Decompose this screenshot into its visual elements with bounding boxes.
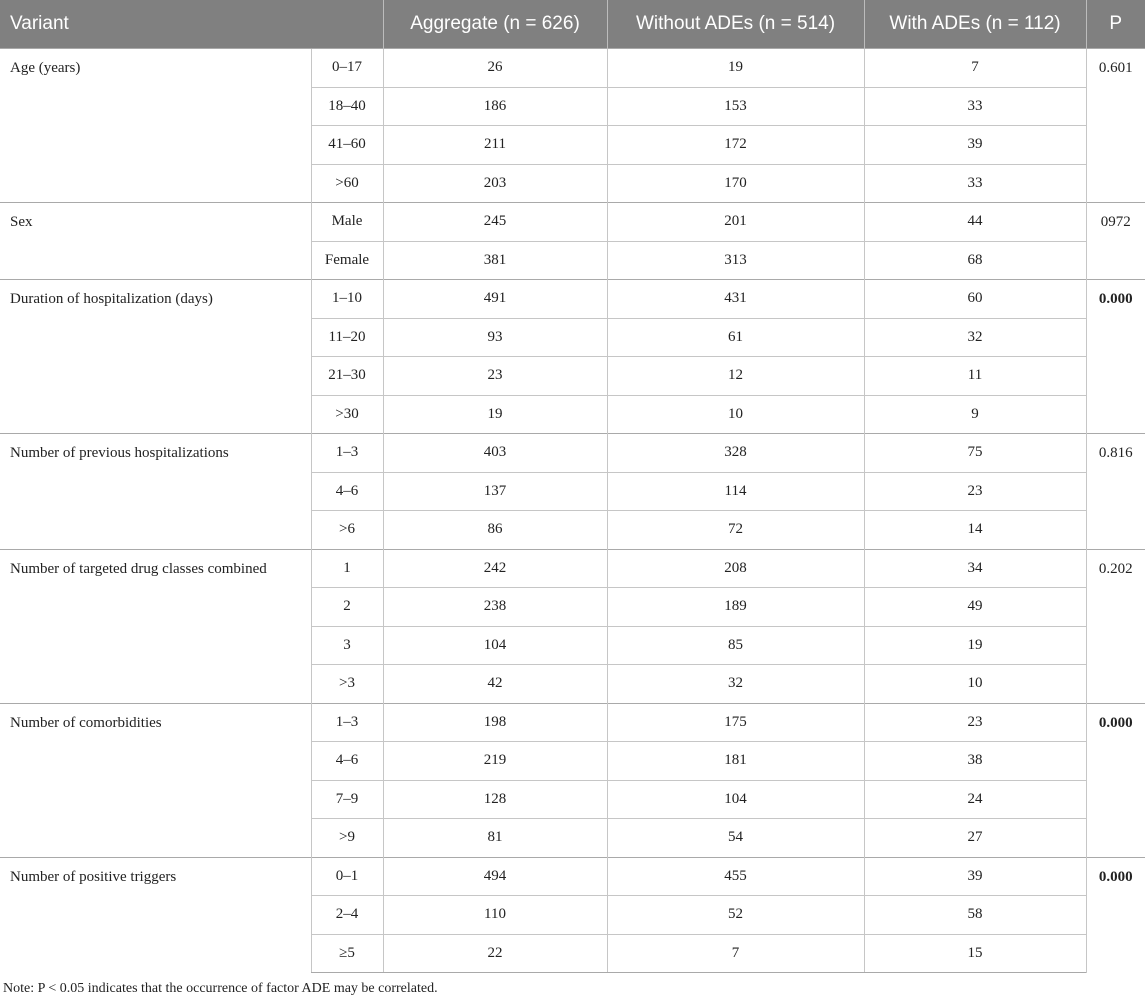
- without-ades-cell: 52: [607, 896, 864, 935]
- aggregate-cell: 245: [383, 203, 607, 242]
- level-cell: 0–1: [311, 857, 383, 896]
- table-row: [0, 857, 1145, 896]
- without-ades-cell: 328: [607, 434, 864, 473]
- aggregate-cell: 23: [383, 357, 607, 396]
- header-p: P: [1086, 0, 1145, 49]
- header-aggregate: Aggregate (n = 626): [383, 0, 607, 49]
- aggregate-cell: 381: [383, 241, 607, 280]
- without-ades-cell: 181: [607, 742, 864, 781]
- level-cell: 2–4: [311, 896, 383, 935]
- with-ades-cell: 39: [864, 126, 1086, 165]
- without-ades-cell: 175: [607, 703, 864, 742]
- variant-label: Sex: [0, 203, 311, 280]
- aggregate-cell: 19: [383, 395, 607, 434]
- variant-label: Number of targeted drug classes combined: [0, 549, 311, 703]
- without-ades-cell: 172: [607, 126, 864, 165]
- aggregate-cell: 81: [383, 819, 607, 858]
- aggregate-cell: 186: [383, 87, 607, 126]
- header-variant: Variant: [0, 0, 383, 49]
- aggregate-cell: 211: [383, 126, 607, 165]
- with-ades-cell: 19: [864, 626, 1086, 665]
- without-ades-cell: 72: [607, 511, 864, 550]
- aggregate-cell: 238: [383, 588, 607, 627]
- aggregate-cell: 104: [383, 626, 607, 665]
- without-ades-cell: 208: [607, 549, 864, 588]
- with-ades-cell: 39: [864, 857, 1086, 896]
- header-without-ades: Without ADEs (n = 514): [607, 0, 864, 49]
- p-value-cell: 0.000: [1086, 703, 1145, 857]
- with-ades-cell: 14: [864, 511, 1086, 550]
- without-ades-cell: 313: [607, 241, 864, 280]
- without-ades-cell: 114: [607, 472, 864, 511]
- with-ades-cell: 44: [864, 203, 1086, 242]
- level-cell: 1–10: [311, 280, 383, 319]
- variant-label: Number of positive triggers: [0, 857, 311, 973]
- with-ades-cell: 27: [864, 819, 1086, 858]
- aggregate-cell: 22: [383, 934, 607, 973]
- level-cell: >9: [311, 819, 383, 858]
- with-ades-cell: 75: [864, 434, 1086, 473]
- aggregate-cell: 26: [383, 49, 607, 88]
- with-ades-cell: 49: [864, 588, 1086, 627]
- level-cell: 18–40: [311, 87, 383, 126]
- without-ades-cell: 54: [607, 819, 864, 858]
- table-header: [0, 0, 1145, 49]
- p-value-cell: 0.000: [1086, 280, 1145, 434]
- without-ades-cell: 12: [607, 357, 864, 396]
- aggregate-cell: 491: [383, 280, 607, 319]
- table-body: [0, 49, 1145, 973]
- table-row: [0, 703, 1145, 742]
- without-ades-cell: 170: [607, 164, 864, 203]
- table-row: [0, 280, 1145, 319]
- header-with-ades: With ADEs (n = 112): [864, 0, 1086, 49]
- level-cell: 1–3: [311, 703, 383, 742]
- table-note: Note: P < 0.05 indicates that the occurrence of factor ADE may be correlated.: [3, 981, 438, 996]
- variant-label: Number of comorbidities: [0, 703, 311, 857]
- aggregate-cell: 110: [383, 896, 607, 935]
- table-row: [0, 203, 1145, 242]
- level-cell: >3: [311, 665, 383, 704]
- with-ades-cell: 60: [864, 280, 1086, 319]
- with-ades-cell: 9: [864, 395, 1086, 434]
- level-cell: ≥5: [311, 934, 383, 973]
- aggregate-cell: 403: [383, 434, 607, 473]
- level-cell: 2: [311, 588, 383, 627]
- level-cell: 4–6: [311, 472, 383, 511]
- table-row: [0, 549, 1145, 588]
- with-ades-cell: 11: [864, 357, 1086, 396]
- p-value-cell: 0.816: [1086, 434, 1145, 550]
- level-cell: Male: [311, 203, 383, 242]
- without-ades-cell: 85: [607, 626, 864, 665]
- with-ades-cell: 15: [864, 934, 1086, 973]
- with-ades-cell: 34: [864, 549, 1086, 588]
- with-ades-cell: 33: [864, 164, 1086, 203]
- level-cell: >30: [311, 395, 383, 434]
- p-value-cell: 0.000: [1086, 857, 1145, 973]
- level-cell: 3: [311, 626, 383, 665]
- with-ades-cell: 38: [864, 742, 1086, 781]
- level-cell: >6: [311, 511, 383, 550]
- with-ades-cell: 32: [864, 318, 1086, 357]
- aggregate-cell: 494: [383, 857, 607, 896]
- with-ades-cell: 58: [864, 896, 1086, 935]
- without-ades-cell: 455: [607, 857, 864, 896]
- without-ades-cell: 104: [607, 780, 864, 819]
- level-cell: 0–17: [311, 49, 383, 88]
- p-value-cell: 0972: [1086, 203, 1145, 280]
- without-ades-cell: 19: [607, 49, 864, 88]
- level-cell: 41–60: [311, 126, 383, 165]
- aggregate-cell: 86: [383, 511, 607, 550]
- with-ades-cell: 24: [864, 780, 1086, 819]
- with-ades-cell: 10: [864, 665, 1086, 704]
- without-ades-cell: 32: [607, 665, 864, 704]
- level-cell: 21–30: [311, 357, 383, 396]
- without-ades-cell: 431: [607, 280, 864, 319]
- aggregate-cell: 137: [383, 472, 607, 511]
- aggregate-cell: 128: [383, 780, 607, 819]
- aggregate-cell: 198: [383, 703, 607, 742]
- without-ades-cell: 201: [607, 203, 864, 242]
- without-ades-cell: 153: [607, 87, 864, 126]
- level-cell: 11–20: [311, 318, 383, 357]
- p-value-cell: 0.202: [1086, 549, 1145, 703]
- level-cell: 4–6: [311, 742, 383, 781]
- aggregate-cell: 219: [383, 742, 607, 781]
- level-cell: 1: [311, 549, 383, 588]
- aggregate-cell: 242: [383, 549, 607, 588]
- with-ades-cell: 33: [864, 87, 1086, 126]
- level-cell: 7–9: [311, 780, 383, 819]
- level-cell: 1–3: [311, 434, 383, 473]
- aggregate-cell: 42: [383, 665, 607, 704]
- aggregate-cell: 93: [383, 318, 607, 357]
- level-cell: Female: [311, 241, 383, 280]
- aggregate-cell: 203: [383, 164, 607, 203]
- without-ades-cell: 10: [607, 395, 864, 434]
- variant-label: Number of previous hospitalizations: [0, 434, 311, 550]
- table-row: [0, 434, 1145, 473]
- with-ades-cell: 23: [864, 472, 1086, 511]
- table-row: [0, 49, 1145, 88]
- without-ades-cell: 61: [607, 318, 864, 357]
- with-ades-cell: 68: [864, 241, 1086, 280]
- level-cell: >60: [311, 164, 383, 203]
- with-ades-cell: 7: [864, 49, 1086, 88]
- without-ades-cell: 7: [607, 934, 864, 973]
- without-ades-cell: 189: [607, 588, 864, 627]
- variant-label: Duration of hospitalization (days): [0, 280, 311, 434]
- with-ades-cell: 23: [864, 703, 1086, 742]
- variant-label: Age (years): [0, 49, 311, 203]
- p-value-cell: 0.601: [1086, 49, 1145, 203]
- header-row: [0, 0, 1145, 49]
